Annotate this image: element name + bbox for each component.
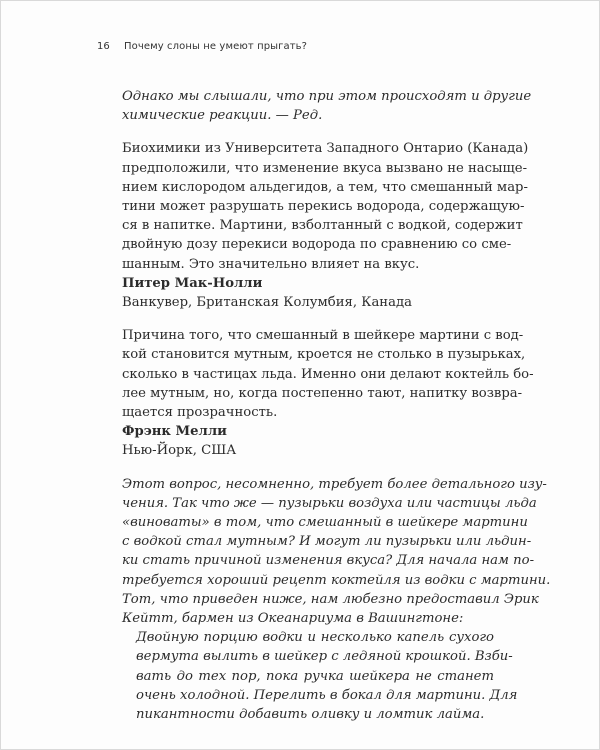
text-line: Этот вопрос, несомненно, требует более детального изу- — [122, 476, 547, 492]
text-line: ки стать причиной изменения вкуса? Для начала нам по- — [122, 553, 535, 569]
text-line: Биохимики из Университета Западного Онтарио (Канада) — [122, 141, 529, 157]
answer2-author: Фрэнк Мелли — [122, 424, 227, 440]
text-line: лее мутным, но, когда постепенно тают, напитку возвра- — [122, 385, 523, 401]
text-line: Двойную порцию водки и несколько капель сухого — [136, 630, 494, 646]
text-line: двойную дозу перекиси водорода по сравнению со сме- — [122, 237, 512, 253]
answer1-author: Питер Мак-Нолли — [122, 275, 263, 291]
text-line: химические реакции. — Ред. — [122, 108, 323, 124]
text-line: шанным. Это значительно влияет на вкус. — [122, 256, 420, 272]
text-line: чения. Так что же — пузырьки воздуха или частицы льда — [122, 495, 537, 511]
text-line: пикантности добавить оливку и ломтик лайма. — [136, 707, 485, 723]
text-line: предположили, что изменение вкуса вызвано не насыще- — [122, 160, 528, 176]
text-line: с водкой стал мутным? И могут ли пузырьки или льдин- — [122, 534, 532, 550]
intro-paragraph — [122, 87, 532, 125]
text-line: сколько в частицах льда. Именно они делают коктейль бо- — [122, 366, 534, 382]
text-line: Однако мы слышали, что при этом происходят и другие — [122, 89, 532, 104]
answer1-location: Ванкувер, Британская Колумбия, Канада — [122, 295, 412, 311]
text-line: ся в напитке. Мартини, взболтанный с водкой, содержит — [122, 218, 523, 234]
text-line: Тот, что приведен ниже, нам любезно предоставил Эрик — [122, 591, 539, 607]
text-line: щается прозрачность. — [122, 405, 278, 421]
text-line: кой становится мутным, кроется не столько в пузырьках, — [122, 347, 526, 363]
text-line: вать до тех пор, пока ручка шейкера не станет — [136, 668, 494, 684]
text-line: «виноваты» в том, что смешанный в шейкере мартини — [122, 515, 528, 531]
text-line: требуется хороший рецепт коктейля из водки с мартини. — [122, 572, 551, 588]
text-line: Причина того, что смешанный в шейкере мартини с вод- — [122, 328, 524, 344]
answer2-paragraph — [122, 326, 534, 422]
editor-note-paragraph — [122, 475, 551, 629]
text-line: нием кислородом альдегидов, а тем, что смешанный мар- — [122, 179, 528, 195]
page-number: 16 — [97, 41, 110, 52]
text-line: вермута вылить в шейкер с ледяной крошкой. Взби- — [136, 649, 513, 665]
text-line: очень холодной. Перелить в бокал для мартини. Для — [136, 687, 518, 703]
text-line: тини может разрушать перекись водорода, содержащую- — [122, 199, 525, 215]
text-line: Кейтт, бармен из Океанариума в Вашингтоне: — [122, 611, 464, 627]
recipe-quote — [122, 628, 518, 724]
running-title: Почему слоны не умеют прыгать? — [124, 41, 308, 52]
answer2-location: Нью-Йорк, США — [122, 443, 237, 459]
answer1-paragraph — [122, 139, 529, 273]
page-body — [122, 87, 551, 724]
